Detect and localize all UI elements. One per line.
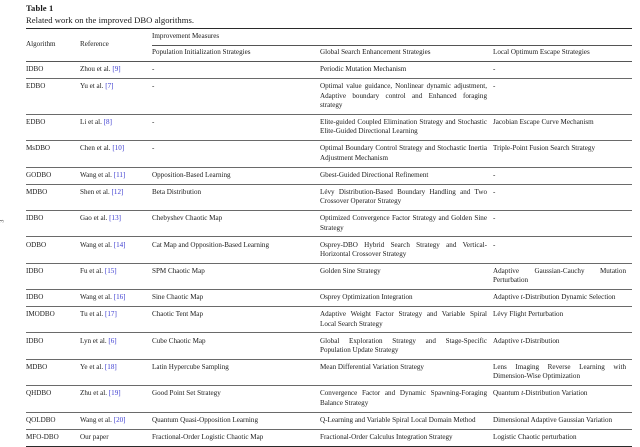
cell-local-strategy: Lens Imaging Reverse Learning with Dimension-Wise Optimization (493, 359, 632, 385)
cell-reference (80, 386, 152, 412)
cell-population-strategy: - (152, 114, 320, 140)
cell-population-strategy: Good Point Set Strategy (152, 386, 320, 412)
table-row (26, 184, 632, 210)
table-row (26, 290, 632, 307)
cell-population-strategy: - (152, 78, 320, 114)
table-row (26, 359, 632, 385)
cell-global-strategy: Osprey Optimization Integration (320, 290, 493, 307)
local-strategy-suffix: -Distribution Variation (523, 389, 588, 398)
cell-reference (80, 210, 152, 236)
cell-reference (80, 237, 152, 263)
cell-local-strategy: Logistic Chaotic perturbation (493, 429, 632, 446)
reference-author: Our paper (80, 432, 109, 441)
page-folio: 3 (0, 219, 6, 223)
cell-algorithm: MsDBO (26, 141, 80, 167)
cell-reference (80, 412, 152, 429)
cell-algorithm: QHDBO (26, 386, 80, 412)
cell-local-strategy: Jacobian Escape Curve Mechanism (493, 114, 632, 140)
cell-algorithm: IDBO (26, 210, 80, 236)
reference-author: Yu et al. (80, 82, 104, 91)
local-strategy-prefix: Adaptive (493, 336, 521, 345)
cell-population-strategy: Sine Chaotic Map (152, 290, 320, 307)
table-row (26, 386, 632, 412)
reference-author: Wang et al. (80, 293, 112, 302)
cell-global-strategy: Periodic Mutation Mechanism (320, 65, 407, 74)
table-row (26, 210, 632, 236)
local-strategy-suffix: -Distribution Dynamic Selection (522, 293, 616, 302)
citation-link[interactable]: [19] (108, 389, 121, 398)
cell-global-strategy: Mean Differential Variation Strategy (320, 359, 493, 385)
cell-population-strategy: Quantum Quasi-Opposition Learning (152, 412, 320, 429)
cell-global-strategy: Adaptive Weight Factor Strategy and Variable Spiral Local Search Strategy (320, 307, 493, 333)
cell-algorithm: MDBO (26, 359, 80, 385)
cell-algorithm: EDBO (26, 78, 80, 114)
table-row (26, 429, 632, 446)
reference-author: Ye et al. (80, 363, 104, 372)
cell-global-strategy: Convergence Factor and Dynamic Spawning-Foraging Balance Strategy (320, 386, 493, 412)
cell-population-strategy: Beta Distribution (152, 184, 320, 210)
cell-algorithm: EDBO (26, 114, 80, 140)
cell-local-strategy: Adaptive Gaussian-Cauchy Mutation Perturbation (493, 263, 632, 289)
cell-local-strategy: - (493, 184, 632, 210)
cell-global-strategy: Osprey-DBO Hybrid Search Strategy and Vertical-Horizontal Crossover Strategy (320, 237, 493, 263)
citation-link[interactable]: [6] (108, 336, 117, 345)
citation-link[interactable]: [14] (113, 240, 126, 249)
cell-reference (80, 263, 152, 289)
table-body (26, 61, 632, 446)
cell-population-strategy: Chebyshev Chaotic Map (152, 210, 320, 236)
header-population-strategies: Population Initialization Strategies (152, 45, 320, 61)
table-row (26, 114, 632, 140)
citation-link[interactable]: [20] (113, 415, 126, 424)
reference-author: Wang et al. (80, 240, 112, 249)
cell-algorithm: MDBO (26, 184, 80, 210)
citation-link[interactable]: [7] (105, 82, 114, 91)
cell-algorithm: IDBO (26, 263, 80, 289)
table-row (26, 61, 632, 78)
local-strategy-prefix: Adaptive (493, 293, 521, 302)
header-local-strategies: Local Optimum Escape Strategies (493, 45, 632, 61)
citation-link[interactable]: [10] (112, 144, 125, 153)
reference-author: Gao et al. (80, 214, 108, 223)
cell-reference (80, 290, 152, 307)
cell-algorithm: IDBO (26, 290, 80, 307)
citation-link[interactable]: [8] (103, 117, 112, 126)
table-row (26, 307, 632, 333)
table-row (26, 263, 632, 289)
local-strategy-prefix: Quantum (493, 389, 522, 398)
table-row (26, 78, 632, 114)
reference-author: Zhou et al. (80, 65, 111, 74)
cell-global-strategy: Golden Sine Strategy (320, 263, 493, 289)
cell-local-strategy: - (493, 210, 632, 236)
cell-local-strategy (493, 290, 632, 307)
reference-author: Tu et al. (80, 310, 104, 319)
citation-link[interactable]: [13] (109, 214, 121, 223)
header-row-group (26, 29, 632, 46)
reference-author: Li et al. (80, 117, 102, 126)
reference-author: Lyn et al. (80, 336, 107, 345)
reference-author: Chen et al. (80, 144, 111, 153)
cell-algorithm: QOLDBO (26, 412, 80, 429)
table-caption-text: Related work on the improved DBO algorithms. (26, 15, 195, 25)
citation-link[interactable]: [17] (104, 310, 117, 319)
citation-link[interactable]: [15] (104, 266, 117, 275)
table-caption (26, 3, 632, 26)
cell-global-strategy: Optimal value guidance, Nonlinear dynamic adjustment, Adaptive boundary control and Enhanced foraging strategy (320, 78, 493, 114)
cell-global-strategy: Global Exploration Strategy and Stage-Specific Population Update Strategy (320, 333, 493, 359)
cell-reference (80, 78, 152, 114)
cell-local-strategy: - (493, 78, 632, 114)
reference-author: Shen et al. (80, 187, 110, 196)
header-global-strategies: Global Search Enhancement Strategies (320, 45, 493, 61)
citation-link[interactable]: [9] (112, 65, 121, 74)
header-algorithm: Algorithm (26, 29, 80, 62)
cell-global-strategy: Elite-guided Coupled Elimination Strategy and Stochastic Elite-Guided Directional Learning (320, 114, 493, 140)
table-row (26, 333, 632, 359)
reference-author: Wang et al. (80, 415, 112, 424)
cell-reference (80, 307, 152, 333)
table-header (26, 29, 632, 62)
cell-population-strategy: Latin Hypercube Sampling (152, 359, 320, 385)
cell-global-strategy: Optimal Boundary Control Strategy and Stochastic Inertia Adjustment Mechanism (320, 141, 493, 167)
citation-link[interactable]: [11] (113, 170, 126, 179)
cell-population-strategy: - (152, 65, 155, 74)
cell-reference (80, 114, 152, 140)
cell-local-strategy: Triple-Point Fusion Search Strategy (493, 141, 632, 167)
reference-author: Wang et al. (80, 170, 112, 179)
cell-global-strategy: Optimized Convergence Factor Strategy and Golden Sine Strategy (320, 210, 493, 236)
cell-algorithm: IMODBO (26, 307, 80, 333)
cell-algorithm: IDBO (26, 65, 44, 74)
cell-local-strategy: - (493, 167, 632, 184)
cell-local-strategy (493, 386, 632, 412)
cell-reference (80, 429, 152, 446)
cell-reference (80, 184, 152, 210)
cell-local-strategy: - (493, 65, 496, 74)
cell-population-strategy: Chaotic Tent Map (152, 307, 320, 333)
cell-population-strategy: Fractional-Order Logistic Chaotic Map (152, 429, 320, 446)
cell-local-strategy: Dimensional Adaptive Gaussian Variation (493, 412, 632, 429)
cell-population-strategy: Opposition-Based Learning (152, 167, 320, 184)
table-row (26, 141, 632, 167)
cell-reference (80, 167, 152, 184)
cell-population-strategy: - (152, 141, 320, 167)
citation-link[interactable]: [16] (113, 293, 126, 302)
cell-global-strategy: Lévy Distribution-Based Boundary Handling and Two Crossover Operator Strategy (320, 184, 493, 210)
cell-reference (80, 359, 152, 385)
citation-link[interactable]: [18] (104, 363, 117, 372)
cell-local-strategy (493, 333, 632, 359)
related-work-table (26, 28, 632, 447)
cell-local-strategy: Lévy Flight Perturbation (493, 307, 632, 333)
cell-population-strategy: Cat Map and Opposition-Based Learning (152, 237, 320, 263)
cell-algorithm: MFO-DBO (26, 429, 80, 446)
cell-reference (80, 141, 152, 167)
cell-algorithm: ODBO (26, 237, 80, 263)
table-row (26, 237, 632, 263)
header-reference: Reference (80, 29, 152, 62)
cell-global-strategy: Q-Learning and Variable Spiral Local Domain Method (320, 412, 493, 429)
cell-population-strategy: SPM Chaotic Map (152, 263, 320, 289)
cell-global-strategy: Gbest-Guided Directional Refinement (320, 167, 493, 184)
cell-local-strategy: - (493, 237, 632, 263)
table-caption-label: Table 1 (26, 3, 54, 13)
citation-link[interactable]: [12] (111, 187, 124, 196)
table-row (26, 167, 632, 184)
cell-algorithm: IDBO (26, 333, 80, 359)
header-improvement-measures: Improvement Measures (152, 29, 632, 46)
cell-reference (80, 61, 152, 78)
local-strategy-symbol: t (520, 336, 523, 345)
cell-algorithm: GODBO (26, 167, 80, 184)
cell-population-strategy: Cube Chaotic Map (152, 333, 320, 359)
local-strategy-symbol: t (521, 389, 524, 398)
local-strategy-suffix: -Distribution (522, 336, 560, 345)
table-row (26, 412, 632, 429)
cell-reference (80, 333, 152, 359)
local-strategy-symbol: t (520, 293, 523, 302)
reference-author: Fu et al. (80, 266, 104, 275)
reference-author: Zhu et al. (80, 389, 107, 398)
cell-global-strategy: Fractional-Order Calculus Integration Strategy (320, 429, 493, 446)
